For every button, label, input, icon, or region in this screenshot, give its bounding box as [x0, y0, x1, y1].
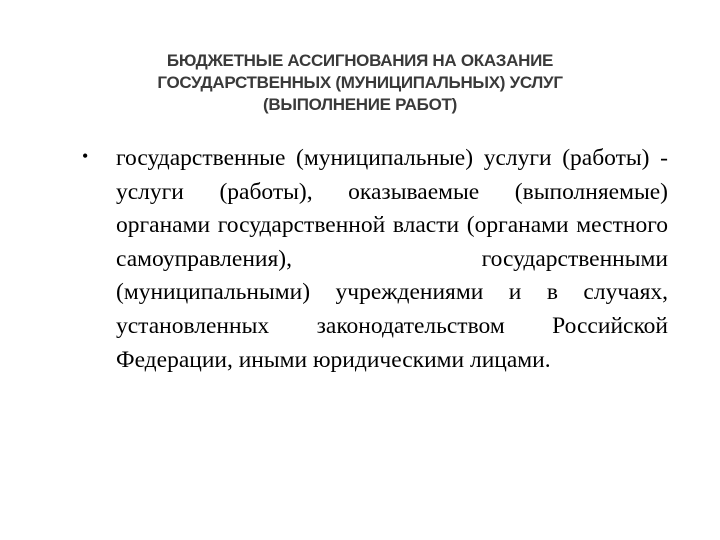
- bullet-list: [82, 142, 668, 377]
- bullet-icon: •: [82, 146, 89, 166]
- bullet-text: государственные (муниципальные) услуги (работы) - услуги (работы), оказываемые (выполняемые) органами государственной власти (органами местного самоуправления), государственными (муниципальными) учреждениями и в случаях, установленных законодательством Российской Федерации, иными юридическими лицами.: [116, 145, 668, 373]
- title-line: ГОСУДАРСТВЕННЫХ (МУНИЦИПАЛЬНЫХ) УСЛУГ: [157, 73, 563, 92]
- title-line: (ВЫПОЛНЕНИЕ РАБОТ): [263, 95, 457, 114]
- title-line: БЮДЖЕТНЫЕ АССИГНОВАНИЯ НА ОКАЗАНИЕ: [166, 51, 554, 70]
- bullet-item: [82, 142, 668, 377]
- slide-title: [60, 50, 660, 116]
